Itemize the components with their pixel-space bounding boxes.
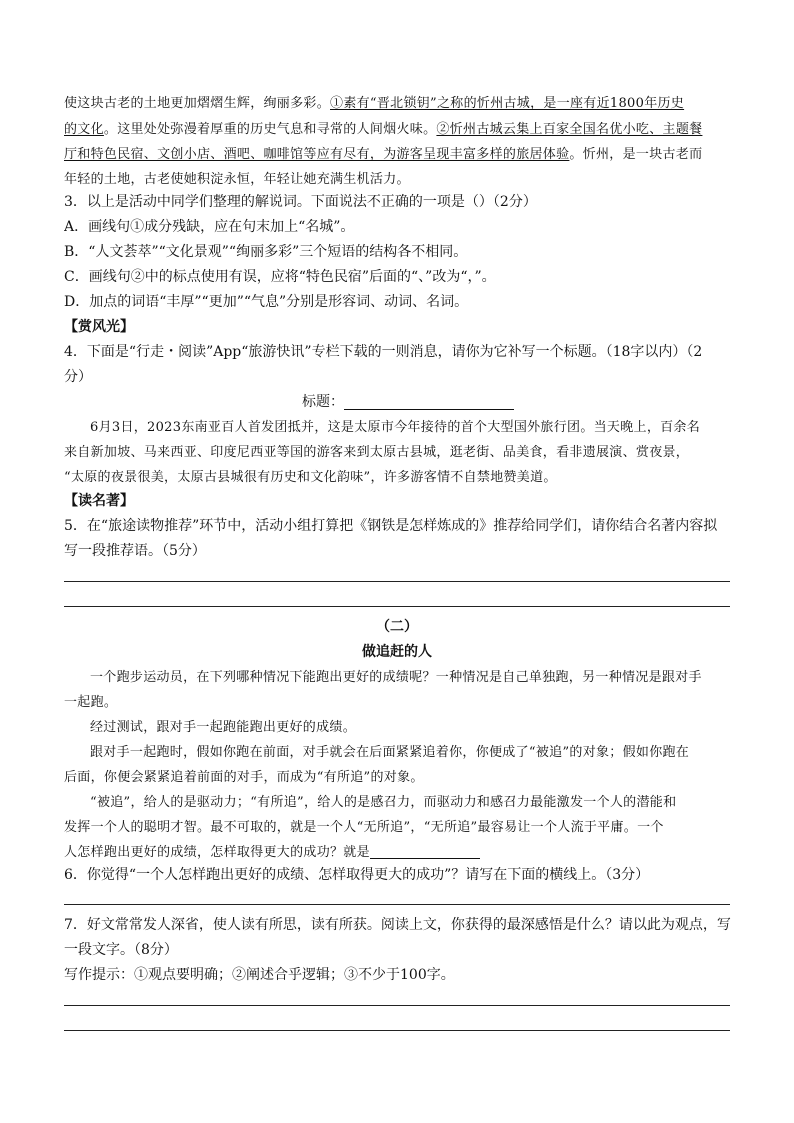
question-4-stem-cont: 分） <box>64 369 92 385</box>
passage-text: 使这块古老的土地更加熠熠生辉，绚丽多彩。 <box>64 96 331 111</box>
underlined-sentence-1: ①素有“晋北锁钥”之称的忻州古城，是一座有近1800年历史 <box>330 96 685 111</box>
title-label: 标题： <box>302 394 344 410</box>
article-fill-blank[interactable] <box>370 846 480 859</box>
section-heading-classics: 【读名著】 <box>64 493 134 509</box>
article-title: 做追赶的人 <box>362 644 432 660</box>
question-3-option-c: C．画线句②中的标点使用有误，应将“特色民宿”后面的“、”改为“，”。 <box>64 269 496 285</box>
underlined-sentence-1-end: 的文化 <box>64 122 104 137</box>
answer-line-q5-1[interactable] <box>64 581 730 582</box>
passage-line-4: 年轻的土地，古老使她积淀永恒，年轻让她充满生机活力。 <box>64 172 410 187</box>
news-line-3: “太原的夜景很美，太原古县城很有历史和文化韵味”，许多游客情不自禁地赞美道。 <box>64 470 557 485</box>
article-p4-line-1: “被追”，给人的是驱动力；“有所追”，给人的是感召力，而驱动力和感召力最能激发一个人的潜能和 <box>90 795 677 810</box>
passage-line-3 <box>64 143 732 162</box>
answer-line-q7-1[interactable] <box>64 1005 730 1006</box>
article-p4-text: 人怎样跑出更好的成绩，怎样取得更大的成功？就是 <box>64 845 370 860</box>
passage-text: 。忻州，是一块古老而 <box>569 147 703 162</box>
article-p2: 经过测试，跟对手一起跑能跑出更好的成绩。 <box>90 720 357 735</box>
part-number: （二） <box>376 619 418 635</box>
title-answer-row <box>302 391 602 411</box>
news-line-2: 来自新加坡、马来西亚、印度尼西亚等国的游客来到太原古县城，逛老街、品美食，看非遗展演、赏夜景， <box>64 445 690 460</box>
question-5-stem: 5．在“旅途读物推荐”环节中，活动小组打算把《钢铁是怎样炼成的》推荐给同学们，请你结合名著内容拟 <box>64 518 718 534</box>
question-4-stem: 4．下面是“行走・阅读”App“旅游快讯”专栏下载的一则消息，请你为它补写一个标题。（18字以内）（2 <box>64 344 703 360</box>
underlined-sentence-2-end: 厅和特色民宿、文创小店、酒吧、咖啡馆等应有尽有，为游客呈现丰富多样的旅居体验 <box>64 147 570 162</box>
question-6-stem: 6．你觉得“一个人怎样跑出更好的成绩、怎样取得更大的成功”？请写在下面的横线上。（3分） <box>64 867 650 883</box>
question-3-stem: 3．以上是活动中同学们整理的解说词。下面说法不正确的一项是（）（2分） <box>64 194 537 210</box>
answer-line-q5-2[interactable] <box>64 606 730 607</box>
question-3-option-d: D．加点的词语“丰厚”“更加”“气息”分别是形容词、动词、名词。 <box>64 294 469 310</box>
article-p1-line-2: 一起跑。 <box>64 695 118 710</box>
passage-line-1 <box>64 92 732 111</box>
question-7-stem: 7．好文常常发人深省，使人读有所思，读有所获。阅读上文，你获得的最深感悟是什么？请以此为观点，写 <box>64 917 731 933</box>
article-p4-line-3 <box>64 841 732 860</box>
passage-text: 。这里处处弥漫着厚重的历史气息和寻常的人间烟火味。 <box>103 122 437 137</box>
question-3-option-b: B．“人文荟萃”“文化景观”“绚丽多彩”三个短语的结构各不相同。 <box>64 244 468 260</box>
article-p3-line-2: 后面，你便会紧紧追着前面的对手，而成为“有所追”的对象。 <box>64 770 424 785</box>
question-3-option-a: A．画线句①成分残缺，应在句末加上“名城”。 <box>64 219 355 235</box>
article-p3-line-1: 跟对手一起跑时，假如你跑在前面，对手就会在后面紧紧追着你，你便成了“被追”的对象；假如你跑在 <box>90 745 690 760</box>
title-answer-blank[interactable] <box>344 395 514 410</box>
article-p4-line-2: 发挥一个人的聪明才智。最不可取的，就是一个人“无所追”，“无所追”最容易让一个人流于平庸。一个 <box>64 820 664 835</box>
article-p1-line-1: 一个跑步运动员，在下列哪种情况下能跑出更好的成绩呢？一种情况是自己单独跑，另一种情况是跟对手 <box>90 670 702 685</box>
question-7-stem-cont: 一段文字。（8分） <box>64 942 178 958</box>
answer-line-q7-2[interactable] <box>64 1030 730 1031</box>
section-heading-scenery: 【赏风光】 <box>64 319 134 335</box>
underlined-sentence-2: ②忻州古城云集上百家全国名优小吃、主题餐 <box>436 122 703 137</box>
answer-line-q6[interactable] <box>64 904 730 905</box>
question-5-stem-cont: 写一段推荐语。（5分） <box>64 543 206 559</box>
writing-hint: 写作提示：①观点要明确；②阐述合乎逻辑；③不少于100字。 <box>64 967 455 983</box>
news-line-1: 6月3日，2023东南亚百人首发团抵并，这是太原市今年接待的首个大型国外旅行团。当天晚上，百余名 <box>90 420 701 435</box>
passage-line-2 <box>64 118 732 137</box>
